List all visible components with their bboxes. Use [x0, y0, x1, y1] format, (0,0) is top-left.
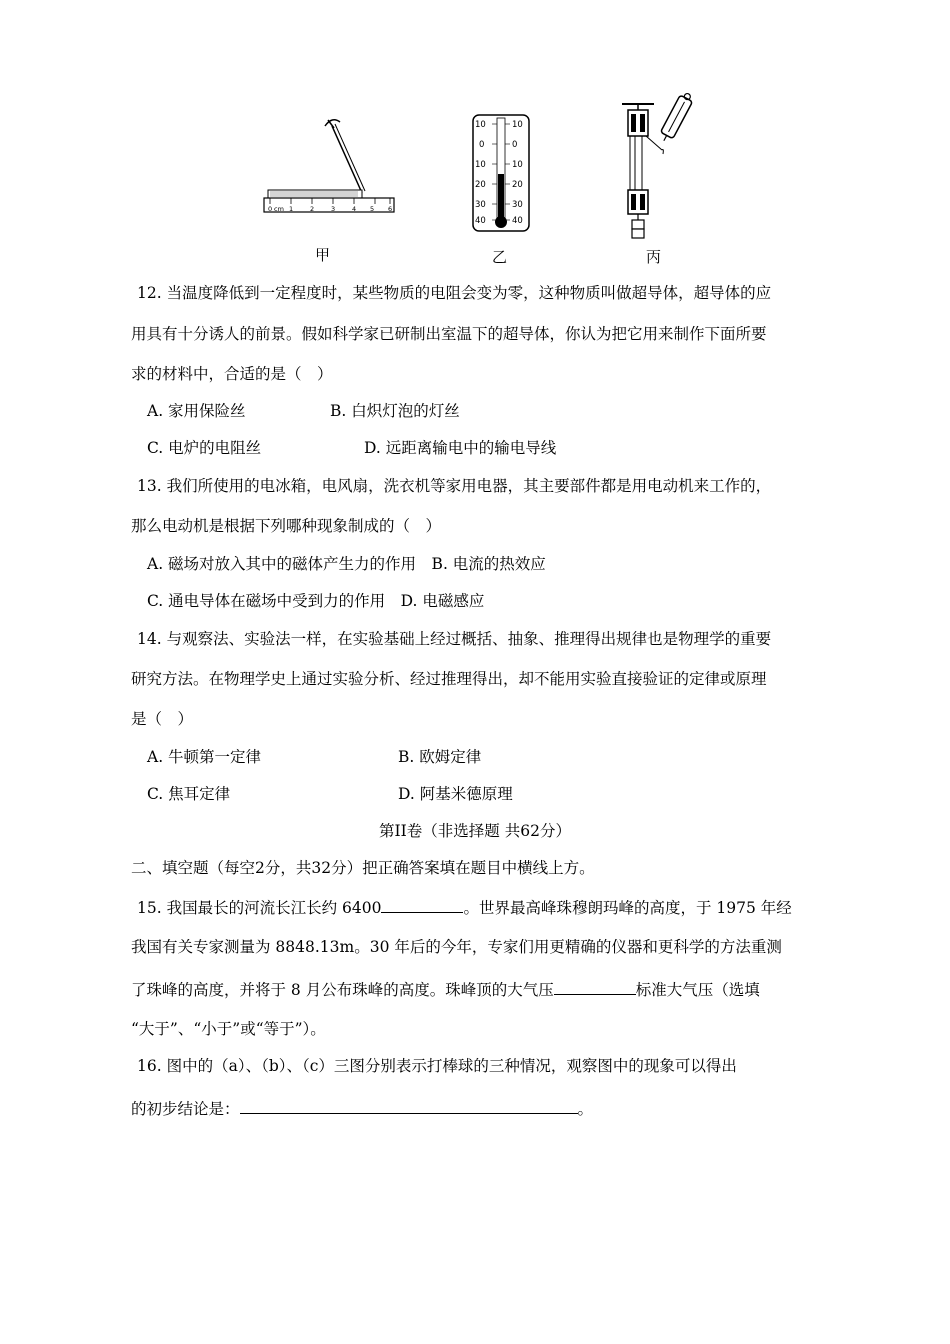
q15-blank-2[interactable] [554, 978, 636, 995]
figures-row [0, 88, 950, 268]
thermo-right-30: 30 [512, 200, 523, 210]
thermo-right-40: 40 [512, 216, 523, 226]
ruler-tick-unit: cm [274, 205, 284, 213]
q14-option-b: B. 欧姆定律 [398, 748, 482, 766]
thermo-left-20: 20 [475, 180, 486, 190]
q13-line-2: 那么电动机是根据下列哪种现象制成的（ ） [131, 517, 442, 535]
q14-line-1: 14. 与观察法、实验法一样，在实验基础上经过概括、抽象、推理得出规律也是物理学的重要 [137, 630, 772, 648]
thermo-right-10-top: 10 [512, 120, 523, 130]
ruler-tick-5: 5 [370, 205, 375, 213]
ruler-tick-6: 6 [388, 205, 393, 213]
q15-line-4: “大于”、“小于”或“等于”）。 [131, 1020, 326, 1038]
q15-line-1 [137, 896, 792, 918]
q14-line-3: 是（ ） [131, 710, 194, 728]
thermometer-figure [470, 112, 532, 234]
q12-line-1: 12. 当温度降低到一定程度时，某些物质的电阻会变为零，这种物质叫做超导体，超导体的应 [137, 284, 772, 302]
q13-line-1: 13. 我们所使用的电冰箱，电风扇，洗衣机等家用电器，其主要部件都是用电动机来工作的， [137, 477, 772, 495]
thermo-left-30: 30 [475, 200, 486, 210]
thermo-left-0: 0 [479, 140, 485, 150]
thermo-right-10: 10 [512, 160, 523, 170]
ruler-tick-3: 3 [331, 205, 336, 213]
ruler-ticks-layer [262, 108, 398, 218]
section-2-instruction: 二、填空题（每空2分，共32分）把正确答案填在题目中横线上方。 [131, 859, 595, 877]
q16-line-2 [131, 1097, 593, 1119]
q16-line-1: 16. 图中的（a）、（b）、（c）三图分别表示打棒球的三种情况，观察图中的现象可以得出 [137, 1057, 737, 1075]
q16-line-2-start: 的初步结论是： [131, 1100, 240, 1118]
q12-option-d: D. 远距离输电中的输电导线 [364, 439, 557, 457]
thermo-left-40: 40 [475, 216, 486, 226]
ruler-tick-4: 4 [352, 205, 357, 213]
q12-line-2: 用具有十分诱人的前景。假如科学家已研制出室温下的超导体，你认为把它用来制作下面所要 [131, 325, 767, 343]
figure-label-bing: 丙 [646, 248, 662, 266]
q12-option-a: A. 家用保险丝 [147, 402, 246, 420]
q16-answer-blank[interactable] [240, 1097, 578, 1114]
thermo-right-0: 0 [512, 140, 518, 150]
thermo-right-20: 20 [512, 180, 523, 190]
ruler-tick-2: 2 [310, 205, 315, 213]
q15-line-1-end: 。世界最高峰珠穆朗玛峰的高度，于 1975 年经 [463, 899, 792, 917]
ruler-tick-0: 0 [268, 205, 273, 213]
q15-line-3 [131, 978, 760, 1000]
q15-line-2: 我国有关专家测量为 8848.13m。30 年后的今年，专家们用更精确的仪器和更科学的方法重测 [131, 938, 782, 956]
thermo-left-10: 10 [475, 160, 486, 170]
q13-options-cd: C. 通电导体在磁场中受到力的作用 D. 电磁感应 [147, 592, 485, 610]
figure-label-yi: 乙 [492, 248, 508, 266]
q14-option-c: C. 焦耳定律 [147, 785, 231, 803]
figure-label-jia: 甲 [315, 246, 331, 264]
q12-line-3: 求的材料中，合适的是（ ） [131, 365, 333, 383]
q15-blank-1[interactable] [381, 896, 463, 913]
q14-option-d: D. 阿基米德原理 [398, 785, 513, 803]
ruler-tick-1: 1 [289, 205, 294, 213]
q15-line-3-start: 了珠峰的高度，并将于 8 月公布珠峰的高度。珠峰顶的大气压 [131, 981, 554, 999]
thermo-left-10-top: 10 [475, 120, 486, 130]
q13-options-ab: A. 磁场对放入其中的磁体产生力的作用 B. 电流的热效应 [147, 555, 546, 573]
q15-line-3-end: 标准大气压（选填 [635, 981, 760, 999]
q15-line-1-start: 15. 我国最长的河流长江长约 6400 [137, 899, 382, 917]
pulley-figure [618, 90, 698, 240]
section-2-title: 第II卷（非选择题 共62分） [379, 822, 571, 840]
q14-line-2: 研究方法。在物理学史上通过实验分析、经过推理得出，却不能用实验直接验证的定律或原理 [131, 670, 767, 688]
q16-line-2-end: 。 [577, 1100, 594, 1118]
q14-option-a: A. 牛顿第一定律 [147, 748, 262, 766]
q12-option-c: C. 电炉的电阻丝 [147, 439, 262, 457]
q12-option-b: B. 白炽灯泡的灯丝 [330, 402, 460, 420]
